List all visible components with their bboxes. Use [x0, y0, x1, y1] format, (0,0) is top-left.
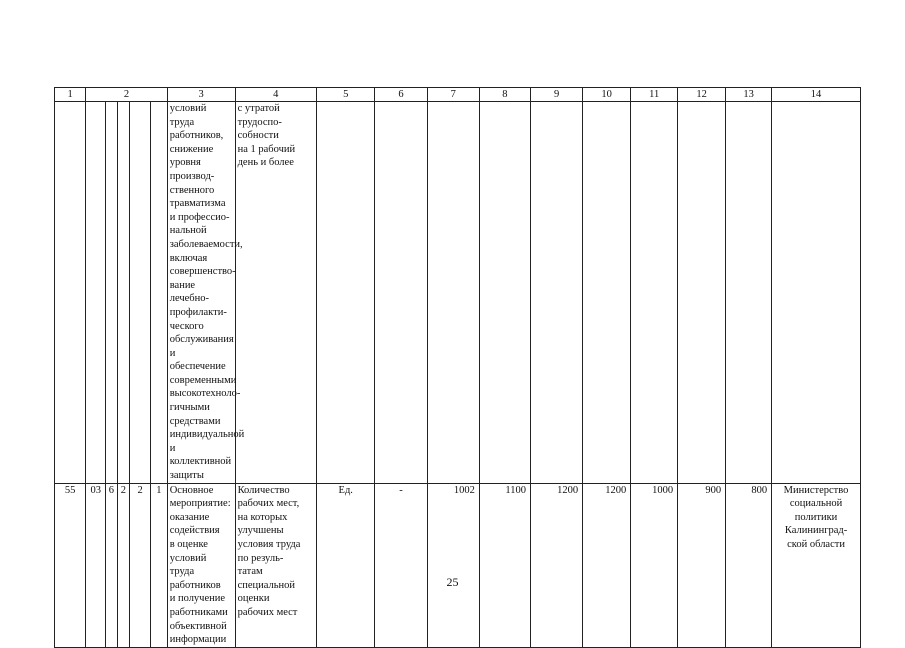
value-col-7: 1002: [427, 483, 479, 647]
header-col-14: 14: [772, 88, 861, 102]
code-part-4: 2: [130, 483, 151, 647]
header-col-9: 9: [530, 88, 582, 102]
indicators-table: [54, 87, 861, 648]
table-row-55: [55, 483, 861, 647]
header-col-8: 8: [479, 88, 530, 102]
indicator-description: Количество рабочих мест, на которых улучшены условия труда по резуль- татам специальной оценки рабочих мест: [235, 483, 316, 647]
header-col-4: 4: [235, 88, 316, 102]
header-col-13: 13: [726, 88, 772, 102]
column-number-row: [55, 88, 861, 102]
value-col-9: 1200: [530, 483, 582, 647]
header-col-3: 3: [167, 88, 235, 102]
header-col-7: 7: [427, 88, 479, 102]
code-part-3: 2: [117, 483, 130, 647]
table-row-continuation: [55, 102, 861, 484]
responsible-executor: Министерство социальной политики Калининград- ской области: [772, 483, 861, 647]
value-col-13: 800: [726, 483, 772, 647]
value-col-11: 1000: [631, 483, 678, 647]
value-col-12: 900: [678, 483, 726, 647]
col6-value: -: [375, 483, 427, 647]
value-col-10: 1200: [583, 483, 631, 647]
page-number: 25: [446, 575, 459, 589]
header-col-11: 11: [631, 88, 678, 102]
header-col-6: 6: [375, 88, 427, 102]
activity-description: Основное мероприятие: оказание содействия в оценке условий труда работников и получение работниками объективной информации: [167, 483, 235, 647]
header-col-12: 12: [678, 88, 726, 102]
header-col-1: 1: [55, 88, 86, 102]
code-part-5: 1: [151, 483, 168, 647]
code-part-2: 6: [106, 483, 117, 647]
header-col-10: 10: [583, 88, 631, 102]
row-number: 55: [55, 483, 86, 647]
indicator-description-continued: с утратой трудоспо- собности на 1 рабочий день и более: [235, 102, 316, 484]
header-col-5: 5: [317, 88, 375, 102]
unit-cell: Ед.: [317, 483, 375, 647]
activity-description-continued: условий труда работников, снижение уровня производ- ственного травматизма и профессио- нальной заболеваемости, включая совершенство- вание лечебно- профилакти- ческого обслуживания и обеспечение современными высокотехноло- гичными средствами индивидуальной и коллективной защиты: [167, 102, 235, 484]
header-col-2: 2: [86, 88, 167, 102]
code-part-1: 03: [86, 483, 106, 647]
value-col-8: 1100: [479, 483, 530, 647]
